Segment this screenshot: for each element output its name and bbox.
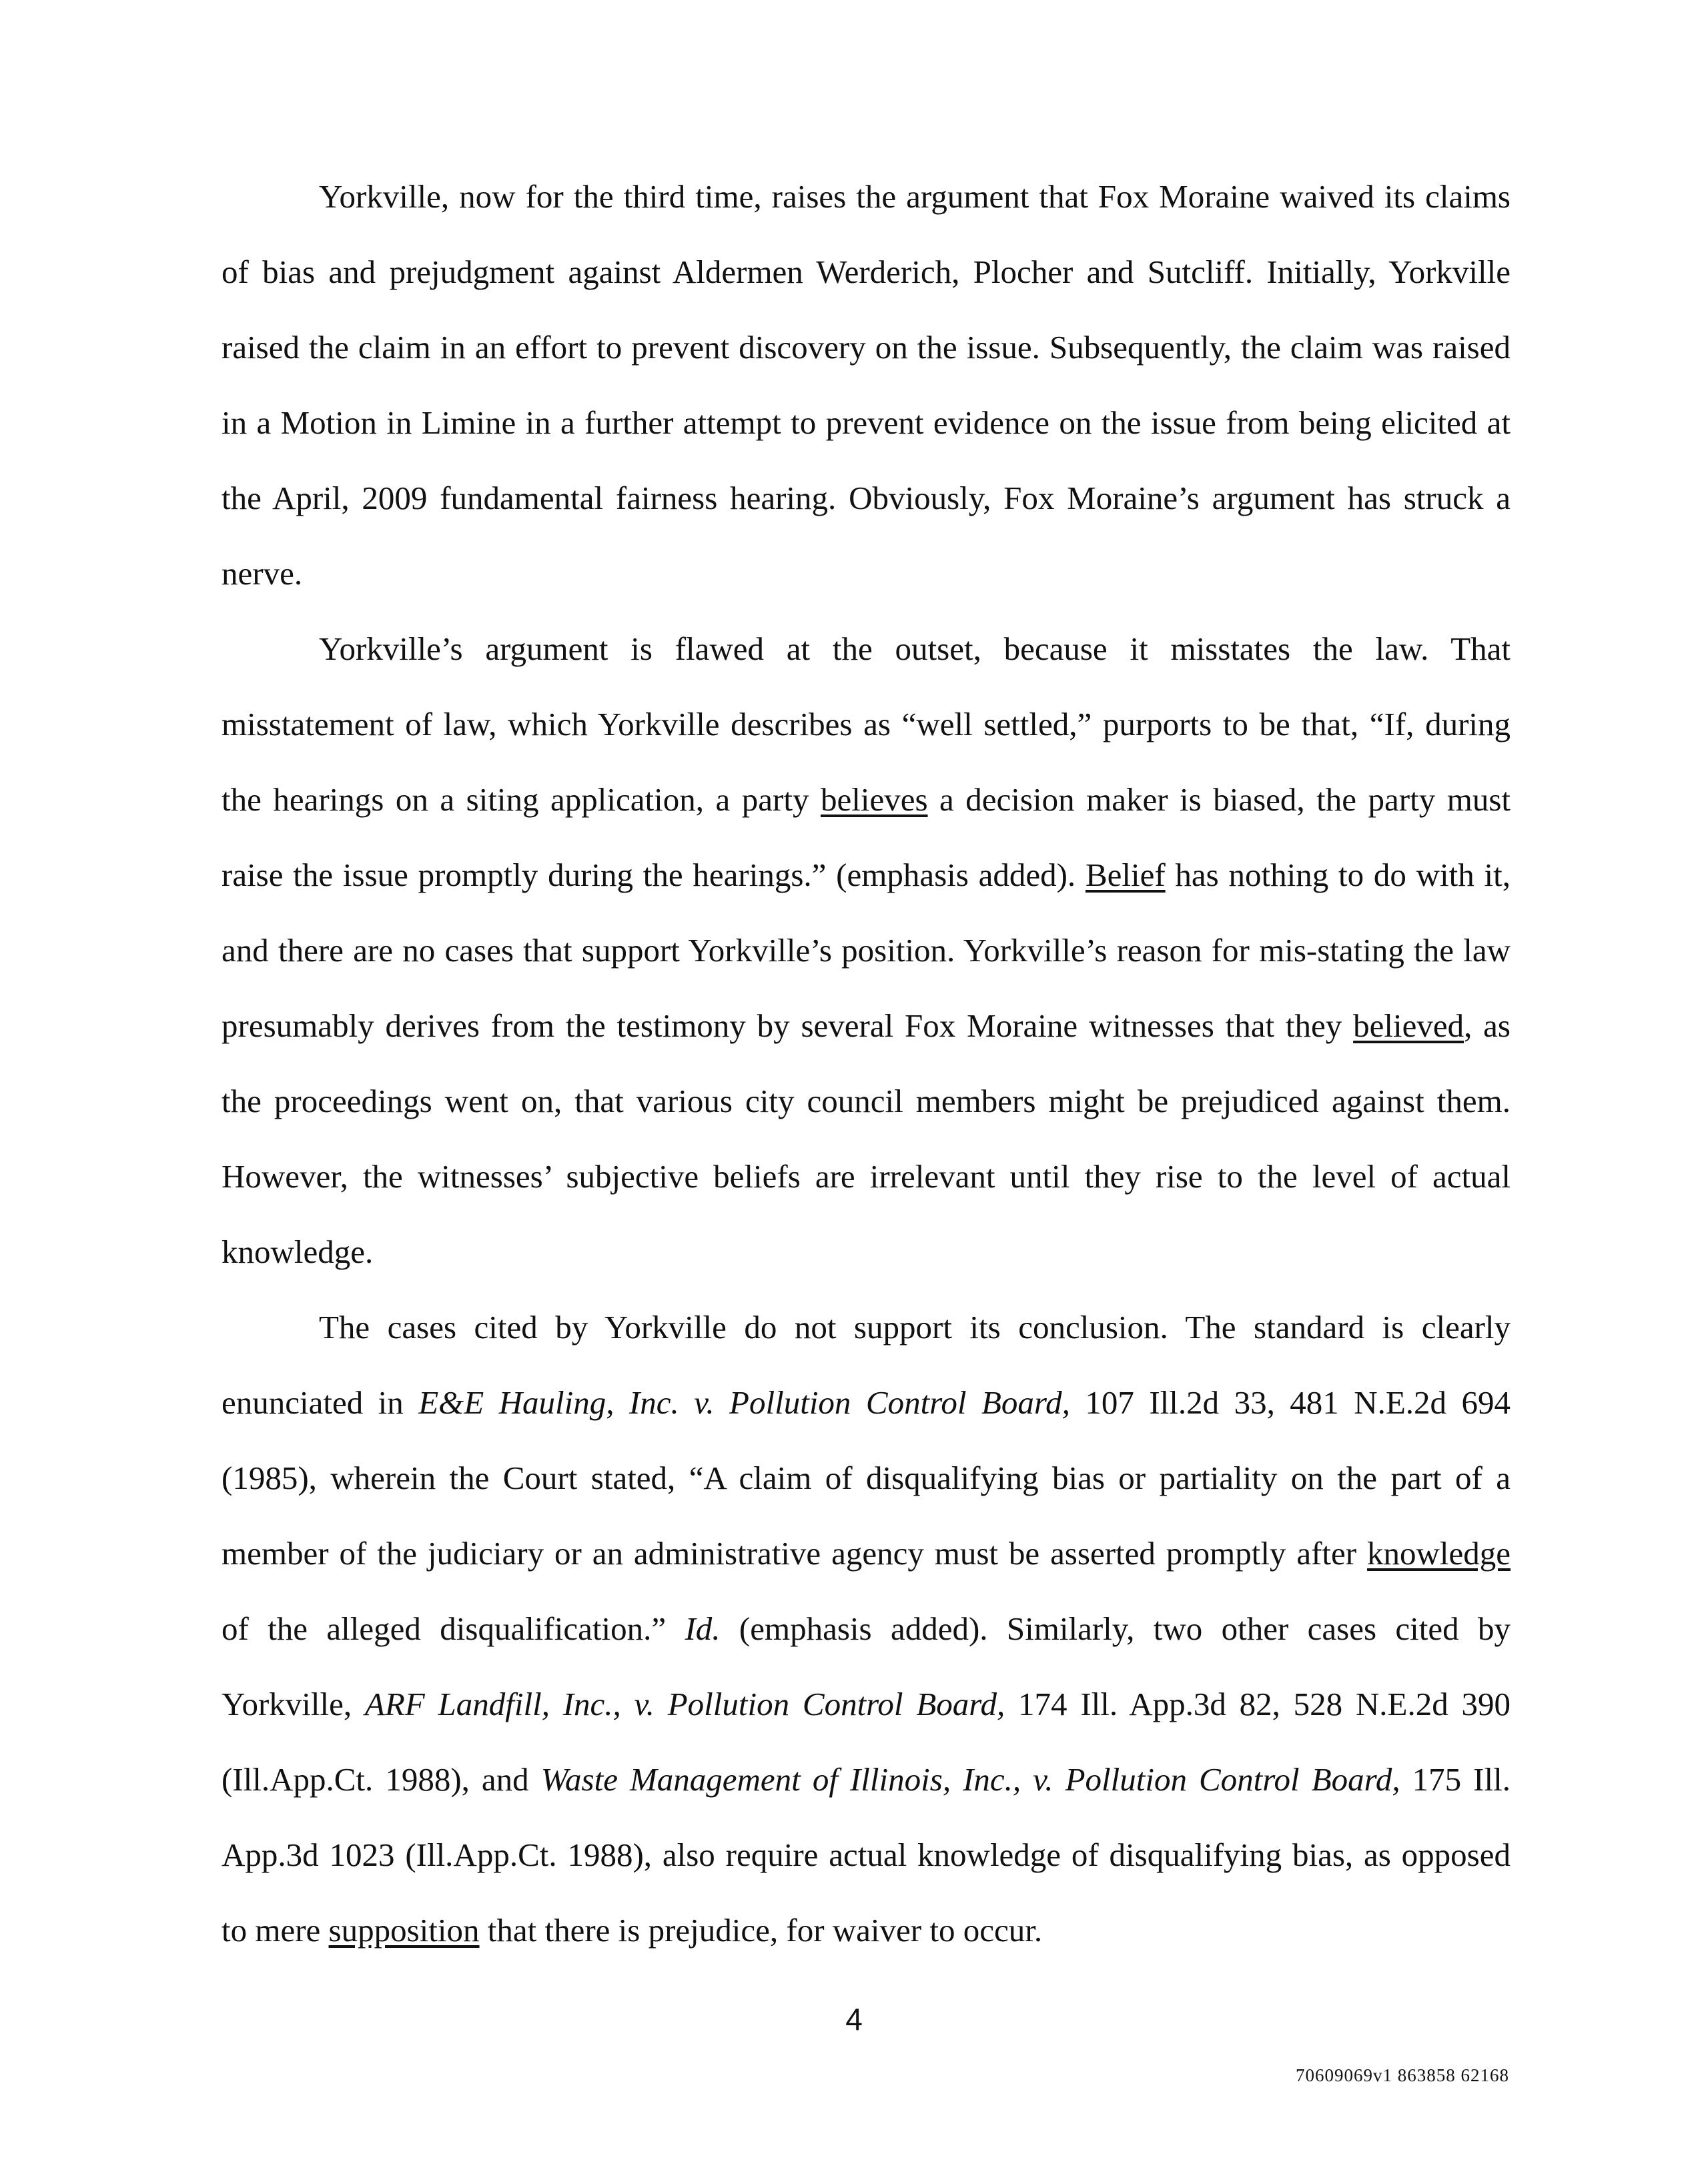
body-text [222, 159, 1511, 1968]
underlined-text: supposition [328, 1912, 480, 1949]
text-run: The cases cited by Yorkville do not support its conclusion. The standard is clearly enunciated in [222, 1309, 1511, 1421]
text-run: 175 Ill. App.3d 1023 (Ill.App.Ct. 1988), also require actual knowledge of disqualifying bias, as opposed to mere [222, 1761, 1511, 1949]
document-id: 70609069v1 863858 62168 [1296, 2065, 1509, 2085]
text-run: Yorkville’s argument is flawed at the outset, because it misstates the law. That misstatement of law, which Yorkville describes as “well settled,” purports to be that, “If, during the hearings on a siting application, a party [222, 630, 1511, 818]
case-citation: ARF Landfill, Inc., v. Pollution Control Board, [364, 1686, 1005, 1722]
underlined-text: believed [1353, 1007, 1464, 1044]
paragraph [222, 611, 1511, 1289]
underlined-text: believes [820, 781, 928, 818]
page-number: 4 [845, 2002, 863, 2037]
text-run: of the alleged disqualification.” [222, 1610, 685, 1647]
text-run: that there is prejudice, for waiver to occur. [479, 1912, 1043, 1949]
paragraph [222, 159, 1511, 611]
text-run: 174 Ill. App.3d 82, 528 N.E.2d 390 (Ill.App.Ct. 1988), and [222, 1686, 1511, 1798]
text-run: , as the proceedings went on, that various city council members might be prejudiced against them. However, the witnesses’ subjective beliefs are irrelevant until they rise to the level of actual knowledge. [222, 1007, 1511, 1270]
case-citation: Waste Management of Illinois, Inc., v. Pollution Control Board, [540, 1761, 1400, 1798]
underlined-text: knowledge [1367, 1535, 1511, 1572]
paragraph [222, 1289, 1511, 1968]
text-run: has nothing to do with it, and there are no cases that support Yorkville’s position. Yorkville’s reason for mis-stating the law presumably derives from the testimony by several Fox Moraine witnesses that they [222, 857, 1511, 1044]
text-run: (emphasis added). Similarly, two other cases cited by Yorkville, [222, 1610, 1511, 1722]
underlined-text: Belief [1085, 857, 1166, 893]
case-citation: Id. [685, 1610, 721, 1647]
case-citation: E&E Hauling, Inc. v. Pollution Control Board, [418, 1384, 1070, 1421]
text-run: a decision maker is biased, the party must raise the issue promptly during the hearings.” (emphasis added). [222, 781, 1511, 893]
text-run: 107 Ill.2d 33, 481 N.E.2d 694 (1985), wherein the Court stated, “A claim of disqualifying bias or partiality on the part of a member of the judiciary or an administrative agency must be asserted promptly after [222, 1384, 1511, 1572]
text-run: Yorkville, now for the third time, raises the argument that Fox Moraine waived its claims of bias and prejudgment against Aldermen Werderich, Plocher and Sutcliff. Initially, Yorkville raised the claim in an effort to prevent discovery on the issue. Subsequently, the claim was raised in a Motion in Limine in a further attempt to prevent evidence on the issue from being elicited at the April, 2009 fundamental fairness hearing. Obviously, Fox Moraine’s argument has struck a nerve. [222, 178, 1511, 592]
